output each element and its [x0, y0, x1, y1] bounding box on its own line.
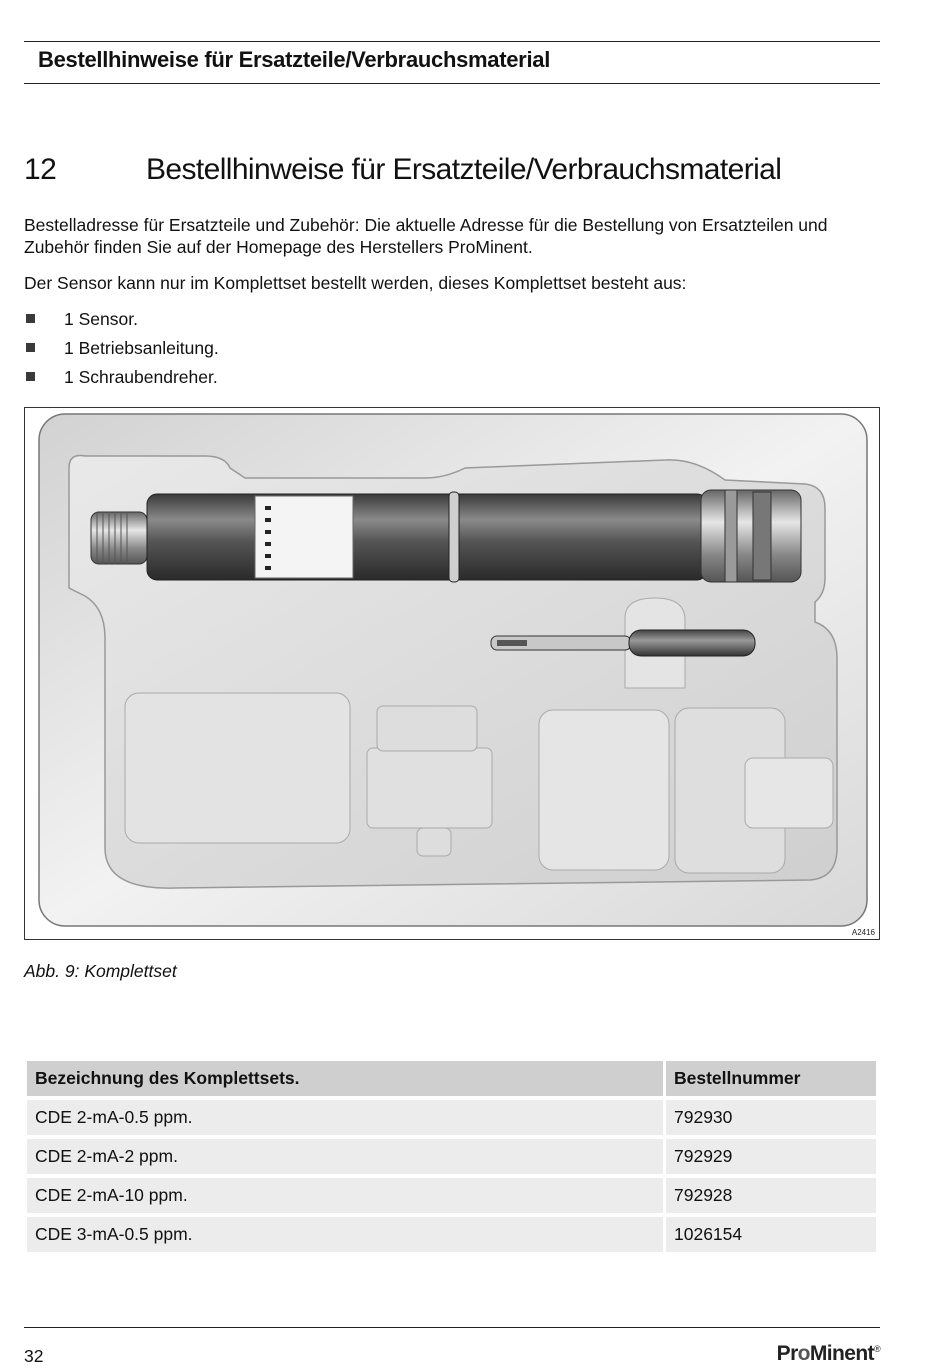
table-row — [27, 1100, 876, 1135]
header-rule-bottom — [24, 83, 880, 84]
kit-case-illustration — [25, 408, 879, 939]
header-rule-top — [24, 41, 880, 42]
figure-code: A2416 — [851, 928, 875, 937]
order-address-paragraph: Bestelladresse für Ersatzteile und Zubehör: Die aktuelle Adresse für die Bestellung von Ersatzteilen und Zubehör finden Sie auf der Homepage des Herstellers ProMinent. — [24, 215, 828, 257]
kit-designation: CDE 2-mA-0.5 ppm. — [27, 1100, 663, 1135]
table-header-row — [27, 1061, 876, 1096]
bullet-square-icon — [26, 343, 35, 352]
order-number: 792930 — [666, 1100, 876, 1135]
cavity-pocket — [377, 706, 477, 751]
page-number: 32 — [24, 1346, 44, 1366]
sensor-body — [147, 494, 707, 580]
column-header-order-number: Bestellnummer — [666, 1061, 876, 1096]
running-title: Bestellhinweise für Ersatzteile/Verbrauchsmaterial — [38, 47, 551, 72]
table-row — [27, 1217, 876, 1252]
table-row — [27, 1178, 876, 1213]
kit-designation: CDE 2-mA-10 ppm. — [27, 1178, 663, 1213]
cavity-pocket — [125, 693, 350, 843]
sensor-o-ring — [449, 492, 459, 582]
column-header-designation: Bezeichnung des Komplettsets. — [27, 1061, 663, 1096]
kit-designation: CDE 3-mA-0.5 ppm. — [27, 1217, 663, 1252]
footer-rule — [24, 1327, 880, 1328]
parts-table — [24, 1057, 879, 1256]
order-number: 1026154 — [666, 1217, 876, 1252]
chapter-title: Bestellhinweise für Ersatzteile/Verbrauchsmaterial — [146, 153, 782, 186]
cavity-pocket — [539, 710, 669, 870]
sensor-head — [701, 490, 801, 582]
order-number: 792928 — [666, 1178, 876, 1213]
cavity-pocket — [367, 748, 492, 828]
kit-intro-paragraph: Der Sensor kann nur im Komplettset bestellt werden, dieses Komplettset besteht aus: — [24, 273, 687, 293]
cavity-pocket — [745, 758, 833, 828]
chapter-number: 12 — [24, 153, 57, 186]
kit-designation: CDE 2-mA-2 ppm. — [27, 1139, 663, 1174]
sensor-end-cap — [91, 512, 147, 564]
kit-figure — [24, 407, 880, 940]
cavity-pocket — [417, 828, 451, 856]
prominent-logo: ProMinent® — [776, 1342, 880, 1365]
table-row — [27, 1139, 876, 1174]
order-number: 792929 — [666, 1139, 876, 1174]
bullet-square-icon — [26, 372, 35, 381]
bullet-square-icon — [26, 314, 35, 323]
figure-caption: Abb. 9: Komplettset — [24, 961, 177, 981]
